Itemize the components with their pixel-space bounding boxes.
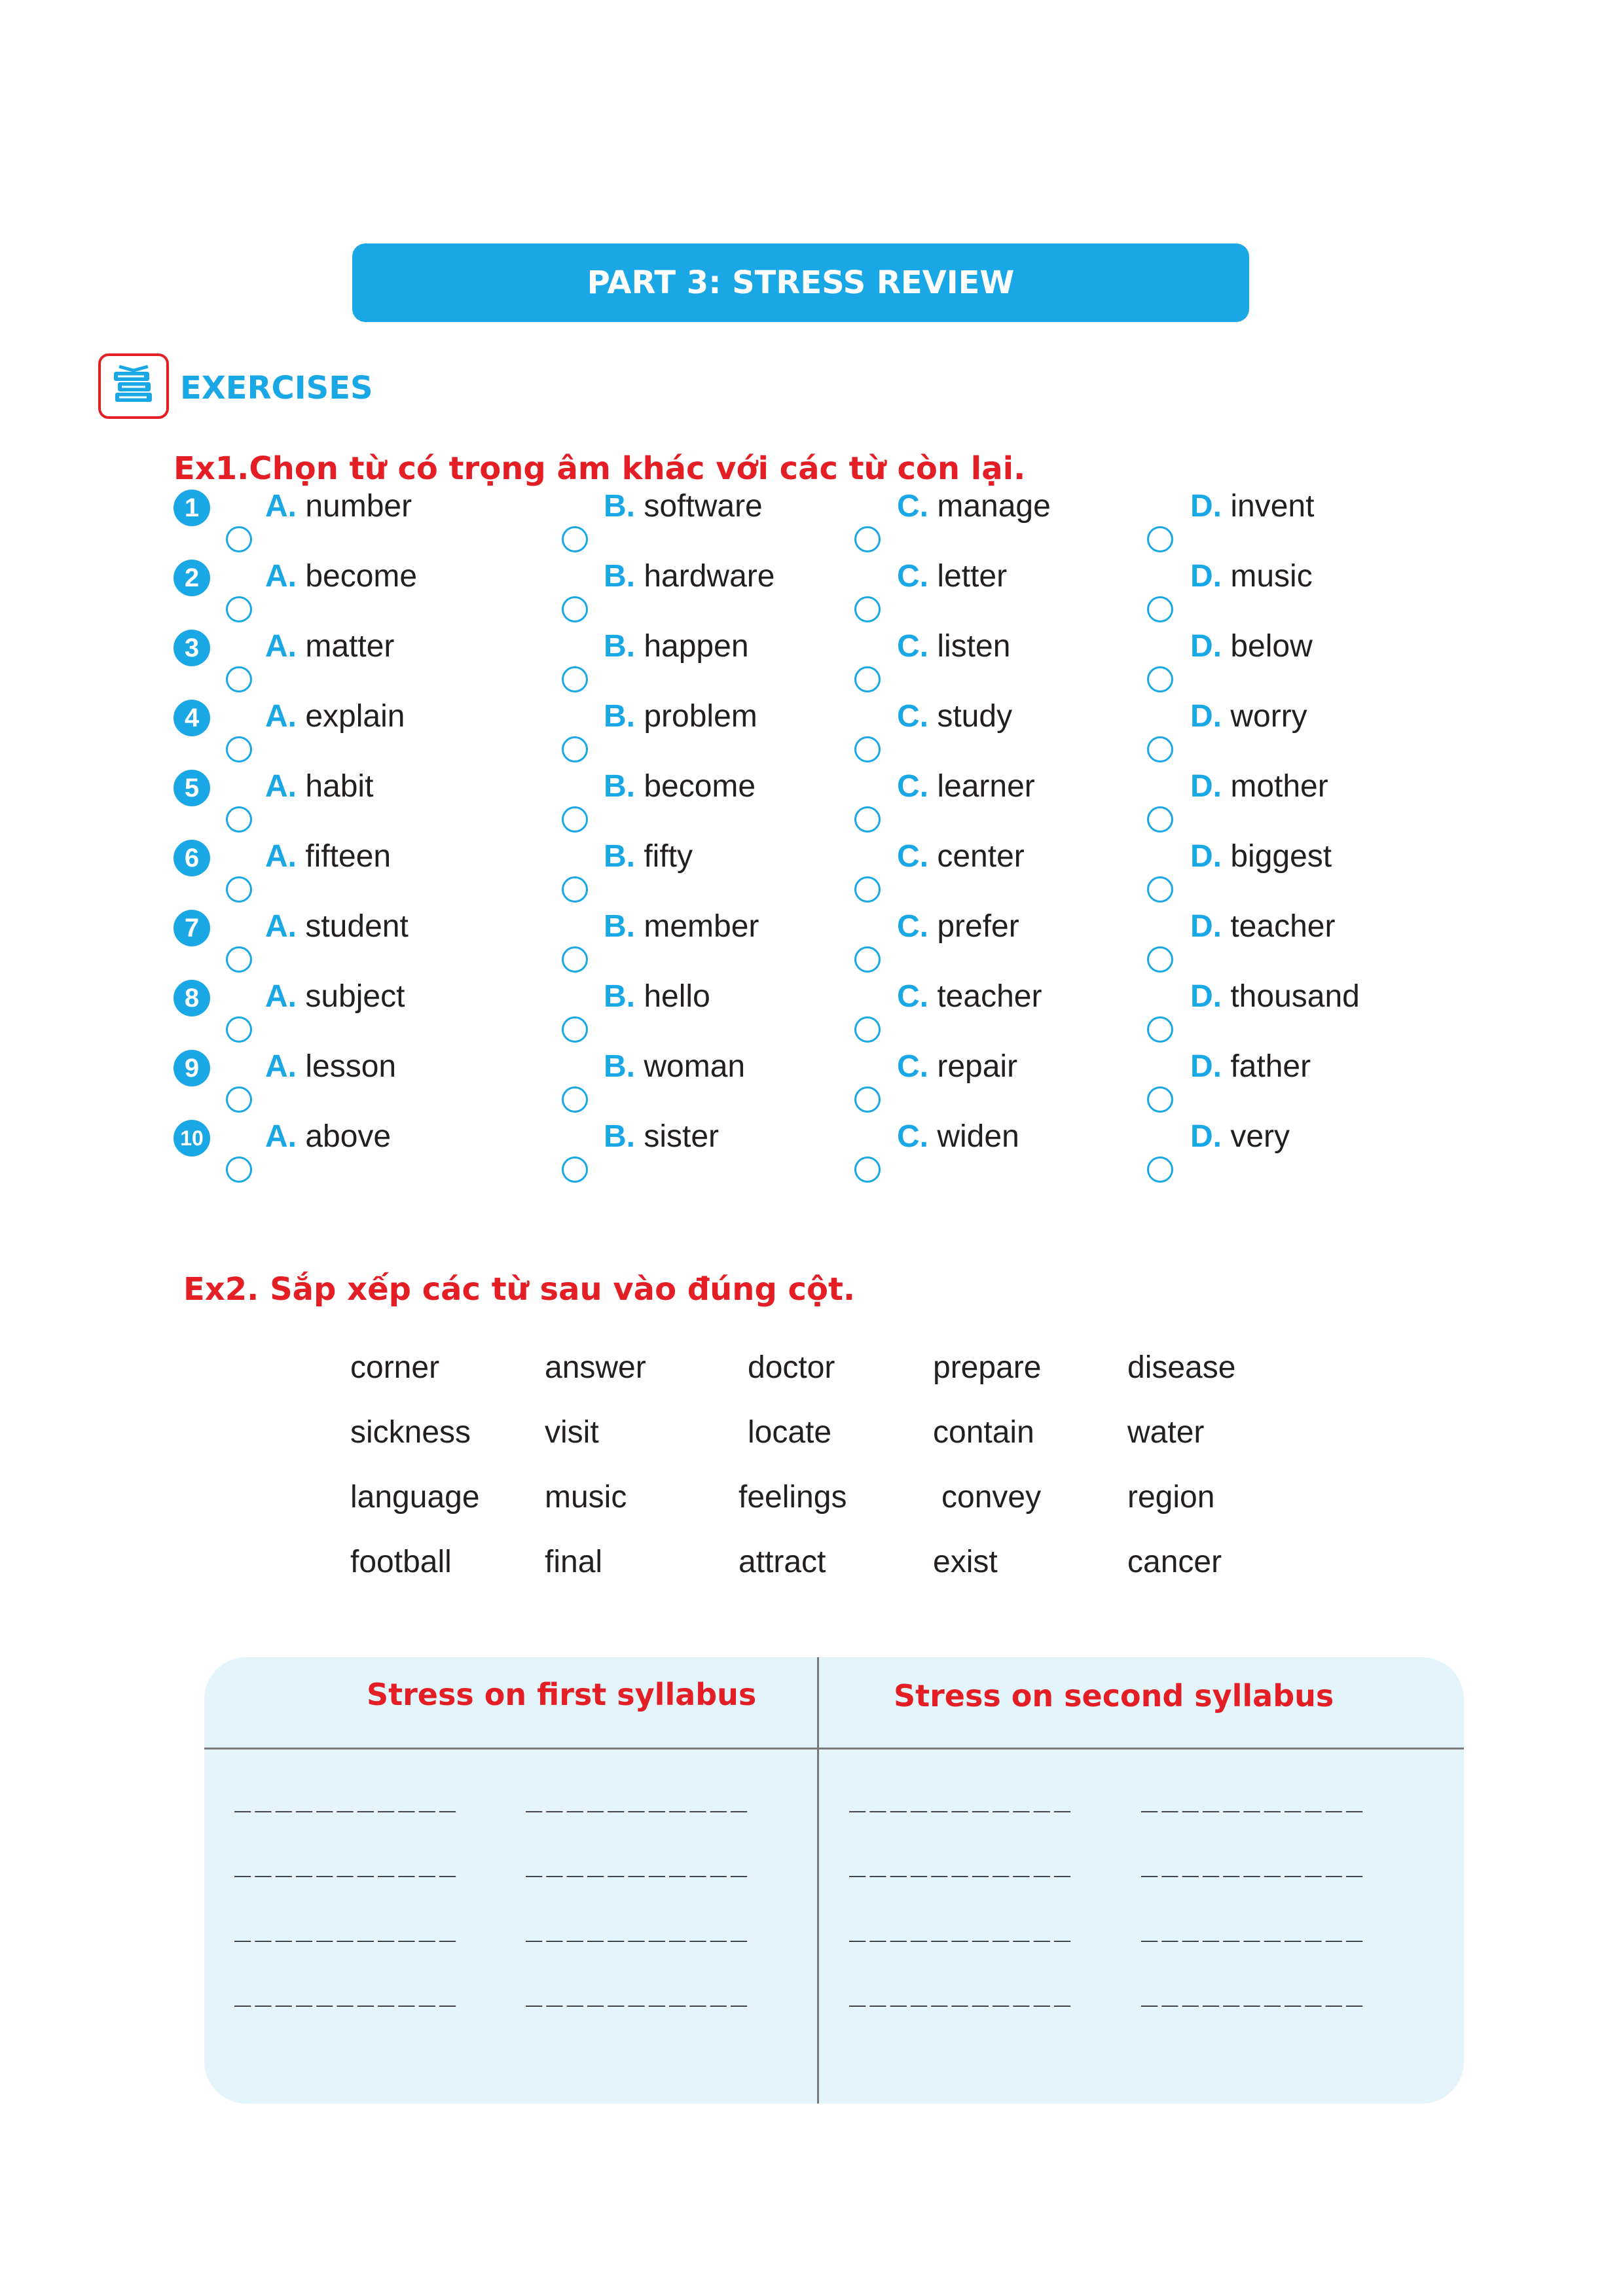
option-c (897, 698, 1012, 734)
option-text: subject (305, 979, 405, 1014)
word-bank-item: attract (739, 1545, 826, 1579)
option-letter: D. (1190, 909, 1222, 944)
option-c (897, 908, 1019, 944)
word-bank-item: corner (350, 1350, 440, 1385)
option-c (897, 628, 1010, 664)
option-letter: D. (1190, 1119, 1222, 1154)
option-letter: D. (1190, 699, 1222, 734)
answer-radio[interactable] (854, 1157, 881, 1183)
answer-blank[interactable]: ___________ (234, 1910, 460, 1942)
option-text: become (644, 769, 756, 804)
option-letter: A. (265, 559, 297, 594)
answer-blank[interactable]: ___________ (1141, 1780, 1367, 1812)
option-text: lesson (305, 1049, 397, 1084)
option-letter: D. (1190, 839, 1222, 874)
answer-radio[interactable] (854, 596, 881, 622)
option-b (604, 1119, 719, 1155)
answer-radio[interactable] (1147, 666, 1173, 692)
answer-blank[interactable]: ___________ (234, 1975, 460, 2007)
answer-radio[interactable] (854, 736, 881, 762)
question-number: 5 (173, 770, 210, 806)
answer-radio[interactable] (1147, 806, 1173, 833)
answer-radio[interactable] (1147, 1016, 1173, 1043)
word-bank-item: region (1127, 1480, 1215, 1515)
answer-radio[interactable] (562, 596, 588, 622)
answer-radio[interactable] (226, 1086, 252, 1113)
option-d (1190, 1119, 1290, 1155)
option-d (1190, 838, 1332, 874)
option-b (604, 838, 693, 874)
answer-blank[interactable]: ___________ (234, 1780, 460, 1812)
option-text: hardware (644, 559, 775, 594)
option-letter: C. (897, 1119, 928, 1154)
answer-radio[interactable] (562, 1086, 588, 1113)
option-text: study (937, 699, 1013, 734)
option-c (897, 838, 1025, 874)
question-number: 1 (173, 490, 210, 526)
option-letter: A. (265, 629, 297, 664)
option-text: teacher (937, 979, 1042, 1014)
answer-radio[interactable] (1147, 596, 1173, 622)
answer-radio[interactable] (854, 666, 881, 692)
option-d (1190, 628, 1313, 664)
option-text: number (305, 489, 412, 524)
answer-blank[interactable]: ___________ (849, 1845, 1075, 1877)
option-text: habit (305, 769, 374, 804)
table-divider-vertical (817, 1657, 819, 2104)
option-d (1190, 768, 1328, 804)
option-letter: A. (265, 489, 297, 524)
option-letter: B. (604, 489, 635, 524)
answer-table (204, 1657, 1464, 2104)
answer-blank[interactable]: ___________ (234, 1845, 460, 1877)
option-letter: D. (1190, 629, 1222, 664)
answer-blank[interactable]: ___________ (849, 1910, 1075, 1942)
option-text: thousand (1230, 979, 1360, 1014)
answer-radio[interactable] (562, 1157, 588, 1183)
word-bank-item: prepare (933, 1350, 1042, 1385)
answer-blank[interactable]: ___________ (849, 1975, 1075, 2007)
option-text: worry (1230, 699, 1307, 734)
part-title: PART 3: STRESS REVIEW (587, 264, 1015, 301)
option-d (1190, 1049, 1311, 1085)
word-bank-item: contain (933, 1415, 1034, 1450)
option-d (1190, 558, 1313, 594)
answer-radio[interactable] (854, 946, 881, 973)
option-d (1190, 698, 1307, 734)
answer-radio[interactable] (226, 666, 252, 692)
option-a (265, 908, 409, 944)
option-b (604, 908, 759, 944)
books-icon (98, 353, 169, 419)
option-letter: D. (1190, 1049, 1222, 1084)
option-d (1190, 978, 1360, 1014)
option-letter: A. (265, 839, 297, 874)
option-b (604, 558, 775, 594)
question-number: 7 (173, 910, 210, 946)
word-bank-item: visit (545, 1415, 599, 1450)
option-letter: B. (604, 699, 635, 734)
word-bank-item: locate (748, 1415, 832, 1450)
answer-radio[interactable] (226, 876, 252, 903)
option-text: matter (305, 629, 395, 664)
answer-blank[interactable]: ___________ (526, 1780, 752, 1812)
word-bank-item: football (350, 1545, 452, 1579)
option-text: repair (937, 1049, 1018, 1084)
table-header-first: Stress on first syllabus (367, 1677, 757, 1712)
option-text: problem (644, 699, 757, 734)
option-text: listen (937, 629, 1011, 664)
answer-radio[interactable] (226, 1157, 252, 1183)
option-a (265, 558, 417, 594)
option-text: very (1230, 1119, 1290, 1154)
answer-blank[interactable]: ___________ (1141, 1910, 1367, 1942)
option-text: above (305, 1119, 392, 1154)
option-text: biggest (1230, 839, 1332, 874)
option-letter: A. (265, 909, 297, 944)
option-c (897, 558, 1007, 594)
option-a (265, 628, 394, 664)
option-d (1190, 908, 1335, 944)
option-c (897, 978, 1042, 1014)
word-bank-item: language (350, 1480, 480, 1515)
option-letter: C. (897, 489, 928, 524)
option-text: prefer (937, 909, 1019, 944)
option-letter: D. (1190, 979, 1222, 1014)
answer-radio[interactable] (854, 876, 881, 903)
answer-blank[interactable]: ___________ (1141, 1845, 1367, 1877)
option-text: explain (305, 699, 405, 734)
answer-blank[interactable]: ___________ (526, 1975, 752, 2007)
option-b (604, 698, 757, 734)
ex1-title: Ex1.Chọn từ có trọng âm khác với các từ còn lại. (173, 450, 1026, 487)
option-c (897, 1049, 1017, 1085)
option-letter: B. (604, 909, 635, 944)
option-text: happen (644, 629, 749, 664)
option-letter: B. (604, 769, 635, 804)
option-text: mother (1230, 769, 1328, 804)
option-text: manage (937, 489, 1051, 524)
option-a (265, 838, 391, 874)
answer-radio[interactable] (562, 1016, 588, 1043)
option-text: software (644, 489, 763, 524)
option-letter: B. (604, 559, 635, 594)
word-bank-item: answer (545, 1350, 646, 1385)
question-number: 8 (173, 980, 210, 1016)
option-b (604, 978, 710, 1014)
option-text: invent (1230, 489, 1315, 524)
option-text: fifteen (305, 839, 392, 874)
answer-radio[interactable] (226, 526, 252, 552)
option-letter: A. (265, 1049, 297, 1084)
option-c (897, 768, 1035, 804)
option-letter: C. (897, 769, 928, 804)
answer-blank[interactable]: ___________ (526, 1845, 752, 1877)
word-bank-item: music (545, 1480, 627, 1515)
answer-radio[interactable] (1147, 876, 1173, 903)
option-letter: C. (897, 629, 928, 664)
option-letter: B. (604, 629, 635, 664)
answer-radio[interactable] (562, 946, 588, 973)
answer-radio[interactable] (226, 1016, 252, 1043)
exercises-label: EXERCISES (180, 370, 373, 406)
word-bank-item: water (1127, 1415, 1205, 1450)
answer-radio[interactable] (562, 806, 588, 833)
option-letter: D. (1190, 559, 1222, 594)
option-text: music (1230, 559, 1313, 594)
word-bank-item: disease (1127, 1350, 1236, 1385)
option-b (604, 1049, 745, 1085)
option-text: member (644, 909, 759, 944)
option-letter: C. (897, 839, 928, 874)
answer-radio[interactable] (562, 666, 588, 692)
word-bank-item: exist (933, 1545, 998, 1579)
option-letter: A. (265, 1119, 297, 1154)
question-number: 6 (173, 840, 210, 876)
option-letter: D. (1190, 769, 1222, 804)
answer-radio[interactable] (226, 806, 252, 833)
option-text: father (1230, 1049, 1311, 1084)
option-b (604, 628, 749, 664)
option-letter: C. (897, 979, 928, 1014)
option-text: teacher (1230, 909, 1336, 944)
answer-radio[interactable] (562, 876, 588, 903)
answer-radio[interactable] (854, 1086, 881, 1113)
answer-radio[interactable] (1147, 946, 1173, 973)
word-bank-item: feelings (739, 1480, 847, 1515)
question-number: 10 (173, 1120, 210, 1157)
question-number: 9 (173, 1050, 210, 1086)
option-a (265, 488, 412, 524)
question-number: 2 (173, 560, 210, 596)
option-letter: C. (897, 909, 928, 944)
answer-radio[interactable] (1147, 1086, 1173, 1113)
option-letter: B. (604, 839, 635, 874)
option-text: woman (644, 1049, 746, 1084)
option-text: sister (644, 1119, 720, 1154)
answer-radio[interactable] (854, 1016, 881, 1043)
option-letter: A. (265, 769, 297, 804)
option-text: learner (937, 769, 1035, 804)
option-text: center (937, 839, 1025, 874)
option-a (265, 978, 405, 1014)
option-letter: C. (897, 1049, 928, 1084)
answer-blank[interactable]: ___________ (849, 1780, 1075, 1812)
answer-radio[interactable] (1147, 736, 1173, 762)
option-letter: C. (897, 699, 928, 734)
question-number: 4 (173, 700, 210, 736)
question-number: 3 (173, 630, 210, 666)
option-letter: A. (265, 979, 297, 1014)
option-d (1190, 488, 1314, 524)
answer-blank[interactable]: ___________ (1141, 1975, 1367, 2007)
option-letter: B. (604, 1049, 635, 1084)
option-a (265, 768, 373, 804)
word-bank-item: sickness (350, 1415, 471, 1450)
option-letter: B. (604, 1119, 635, 1154)
option-text: fifty (644, 839, 693, 874)
answer-blank[interactable]: ___________ (526, 1910, 752, 1942)
option-text: become (305, 559, 418, 594)
option-letter: B. (604, 979, 635, 1014)
word-bank-item: doctor (748, 1350, 835, 1385)
option-a (265, 1119, 391, 1155)
part-header (352, 243, 1249, 322)
word-bank-item: convey (941, 1480, 1042, 1515)
option-c (897, 1119, 1019, 1155)
option-text: letter (937, 559, 1008, 594)
answer-radio[interactable] (562, 526, 588, 552)
option-text: hello (644, 979, 710, 1014)
option-text: below (1230, 629, 1313, 664)
answer-radio[interactable] (226, 596, 252, 622)
answer-radio[interactable] (562, 736, 588, 762)
answer-radio[interactable] (1147, 1157, 1173, 1183)
option-a (265, 1049, 396, 1085)
word-bank-item: cancer (1127, 1545, 1222, 1579)
answer-radio[interactable] (1147, 526, 1173, 552)
answer-radio[interactable] (854, 806, 881, 833)
option-letter: C. (897, 559, 928, 594)
option-a (265, 698, 405, 734)
answer-radio[interactable] (226, 946, 252, 973)
answer-radio[interactable] (226, 736, 252, 762)
option-b (604, 488, 763, 524)
word-bank-item: final (545, 1545, 603, 1579)
option-text: student (305, 909, 409, 944)
answer-radio[interactable] (854, 526, 881, 552)
option-c (897, 488, 1051, 524)
option-letter: D. (1190, 489, 1222, 524)
ex2-title: Ex2. Sắp xếp các từ sau vào đúng cột. (183, 1271, 856, 1308)
option-text: widen (937, 1119, 1019, 1154)
table-divider-horizontal (204, 1748, 1464, 1749)
table-header-second: Stress on second syllabus (894, 1678, 1334, 1713)
option-b (604, 768, 756, 804)
option-letter: A. (265, 699, 297, 734)
